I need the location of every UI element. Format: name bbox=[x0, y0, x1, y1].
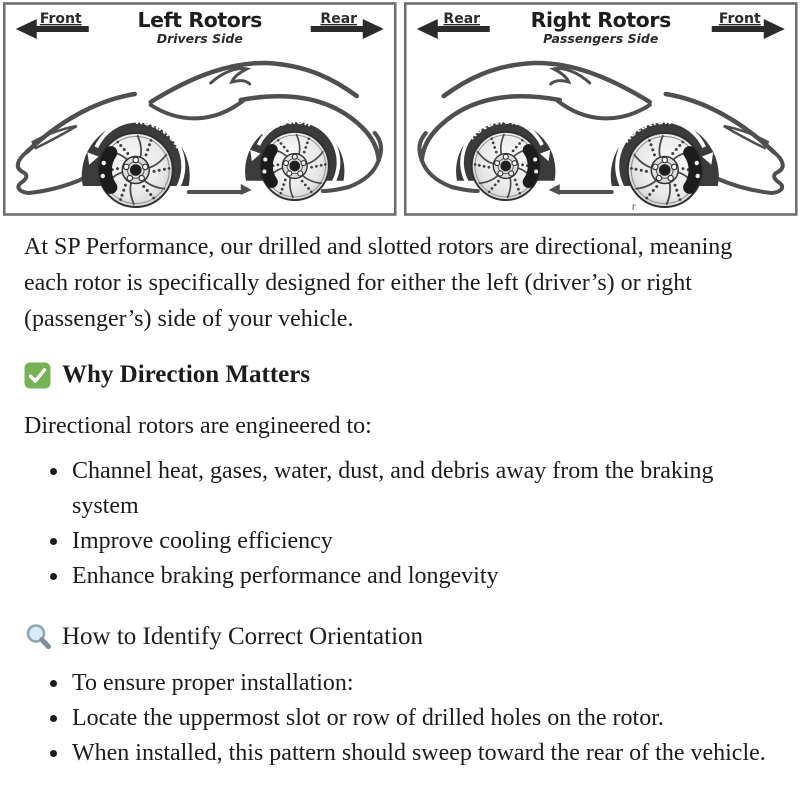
stray-mark: r bbox=[631, 202, 636, 213]
rear-label: Rear bbox=[442, 11, 480, 27]
orientation-steps-list bbox=[24, 666, 772, 771]
magnifying-glass-icon bbox=[24, 622, 54, 652]
list-item: • To ensure proper installation: bbox=[70, 666, 772, 701]
left-rotors-panel bbox=[2, 2, 398, 216]
panel-title: Left Rotors bbox=[137, 8, 262, 32]
list-item: • Improve cooling efficiency bbox=[70, 524, 772, 559]
right-rotors-panel bbox=[403, 2, 799, 216]
list-item: • Channel heat, gases, water, dust, and debris away from the braking system bbox=[70, 454, 772, 524]
heading-text: Why Direction Matters bbox=[62, 361, 311, 388]
list-item: • Locate the uppermost slot or row of drilled holes on the rotor. bbox=[70, 701, 772, 736]
list-item: • When installed, this pattern should sweep toward the rear of the vehicle. bbox=[70, 736, 772, 771]
lead-sentence: Directional rotors are engineered to: bbox=[24, 413, 372, 439]
rear-label: Rear bbox=[320, 11, 358, 27]
section-heading-how-to-identify bbox=[24, 622, 772, 652]
panel-title: Right Rotors bbox=[530, 8, 671, 32]
rotor-direction-diagram bbox=[0, 0, 800, 216]
article-body bbox=[0, 229, 800, 771]
rotation-label: Rotation bbox=[465, 115, 520, 143]
section-heading-why-direction-matters bbox=[24, 361, 772, 389]
benefits-list bbox=[24, 454, 772, 594]
check-mark-icon bbox=[24, 362, 51, 389]
heading-text: How to Identify Correct Orientation bbox=[62, 623, 424, 650]
list-item: • Enhance braking performance and longevity bbox=[70, 559, 772, 594]
rotation-label: Rotation bbox=[258, 115, 314, 140]
front-label: Front bbox=[39, 11, 82, 27]
panel-subtitle: Passengers Side bbox=[542, 31, 658, 46]
rotation-label: Rotation bbox=[620, 115, 673, 146]
front-label: Front bbox=[718, 11, 761, 27]
intro-paragraph: At SP Performance, our drilled and slotted rotors are directional, meaning each rotor is specifically designed for either the left (driver’s) or right (passenger’s) side of your vehicle. bbox=[24, 234, 733, 332]
rotation-label: Rotation bbox=[135, 115, 185, 152]
panel-subtitle: Drivers Side bbox=[156, 31, 243, 46]
